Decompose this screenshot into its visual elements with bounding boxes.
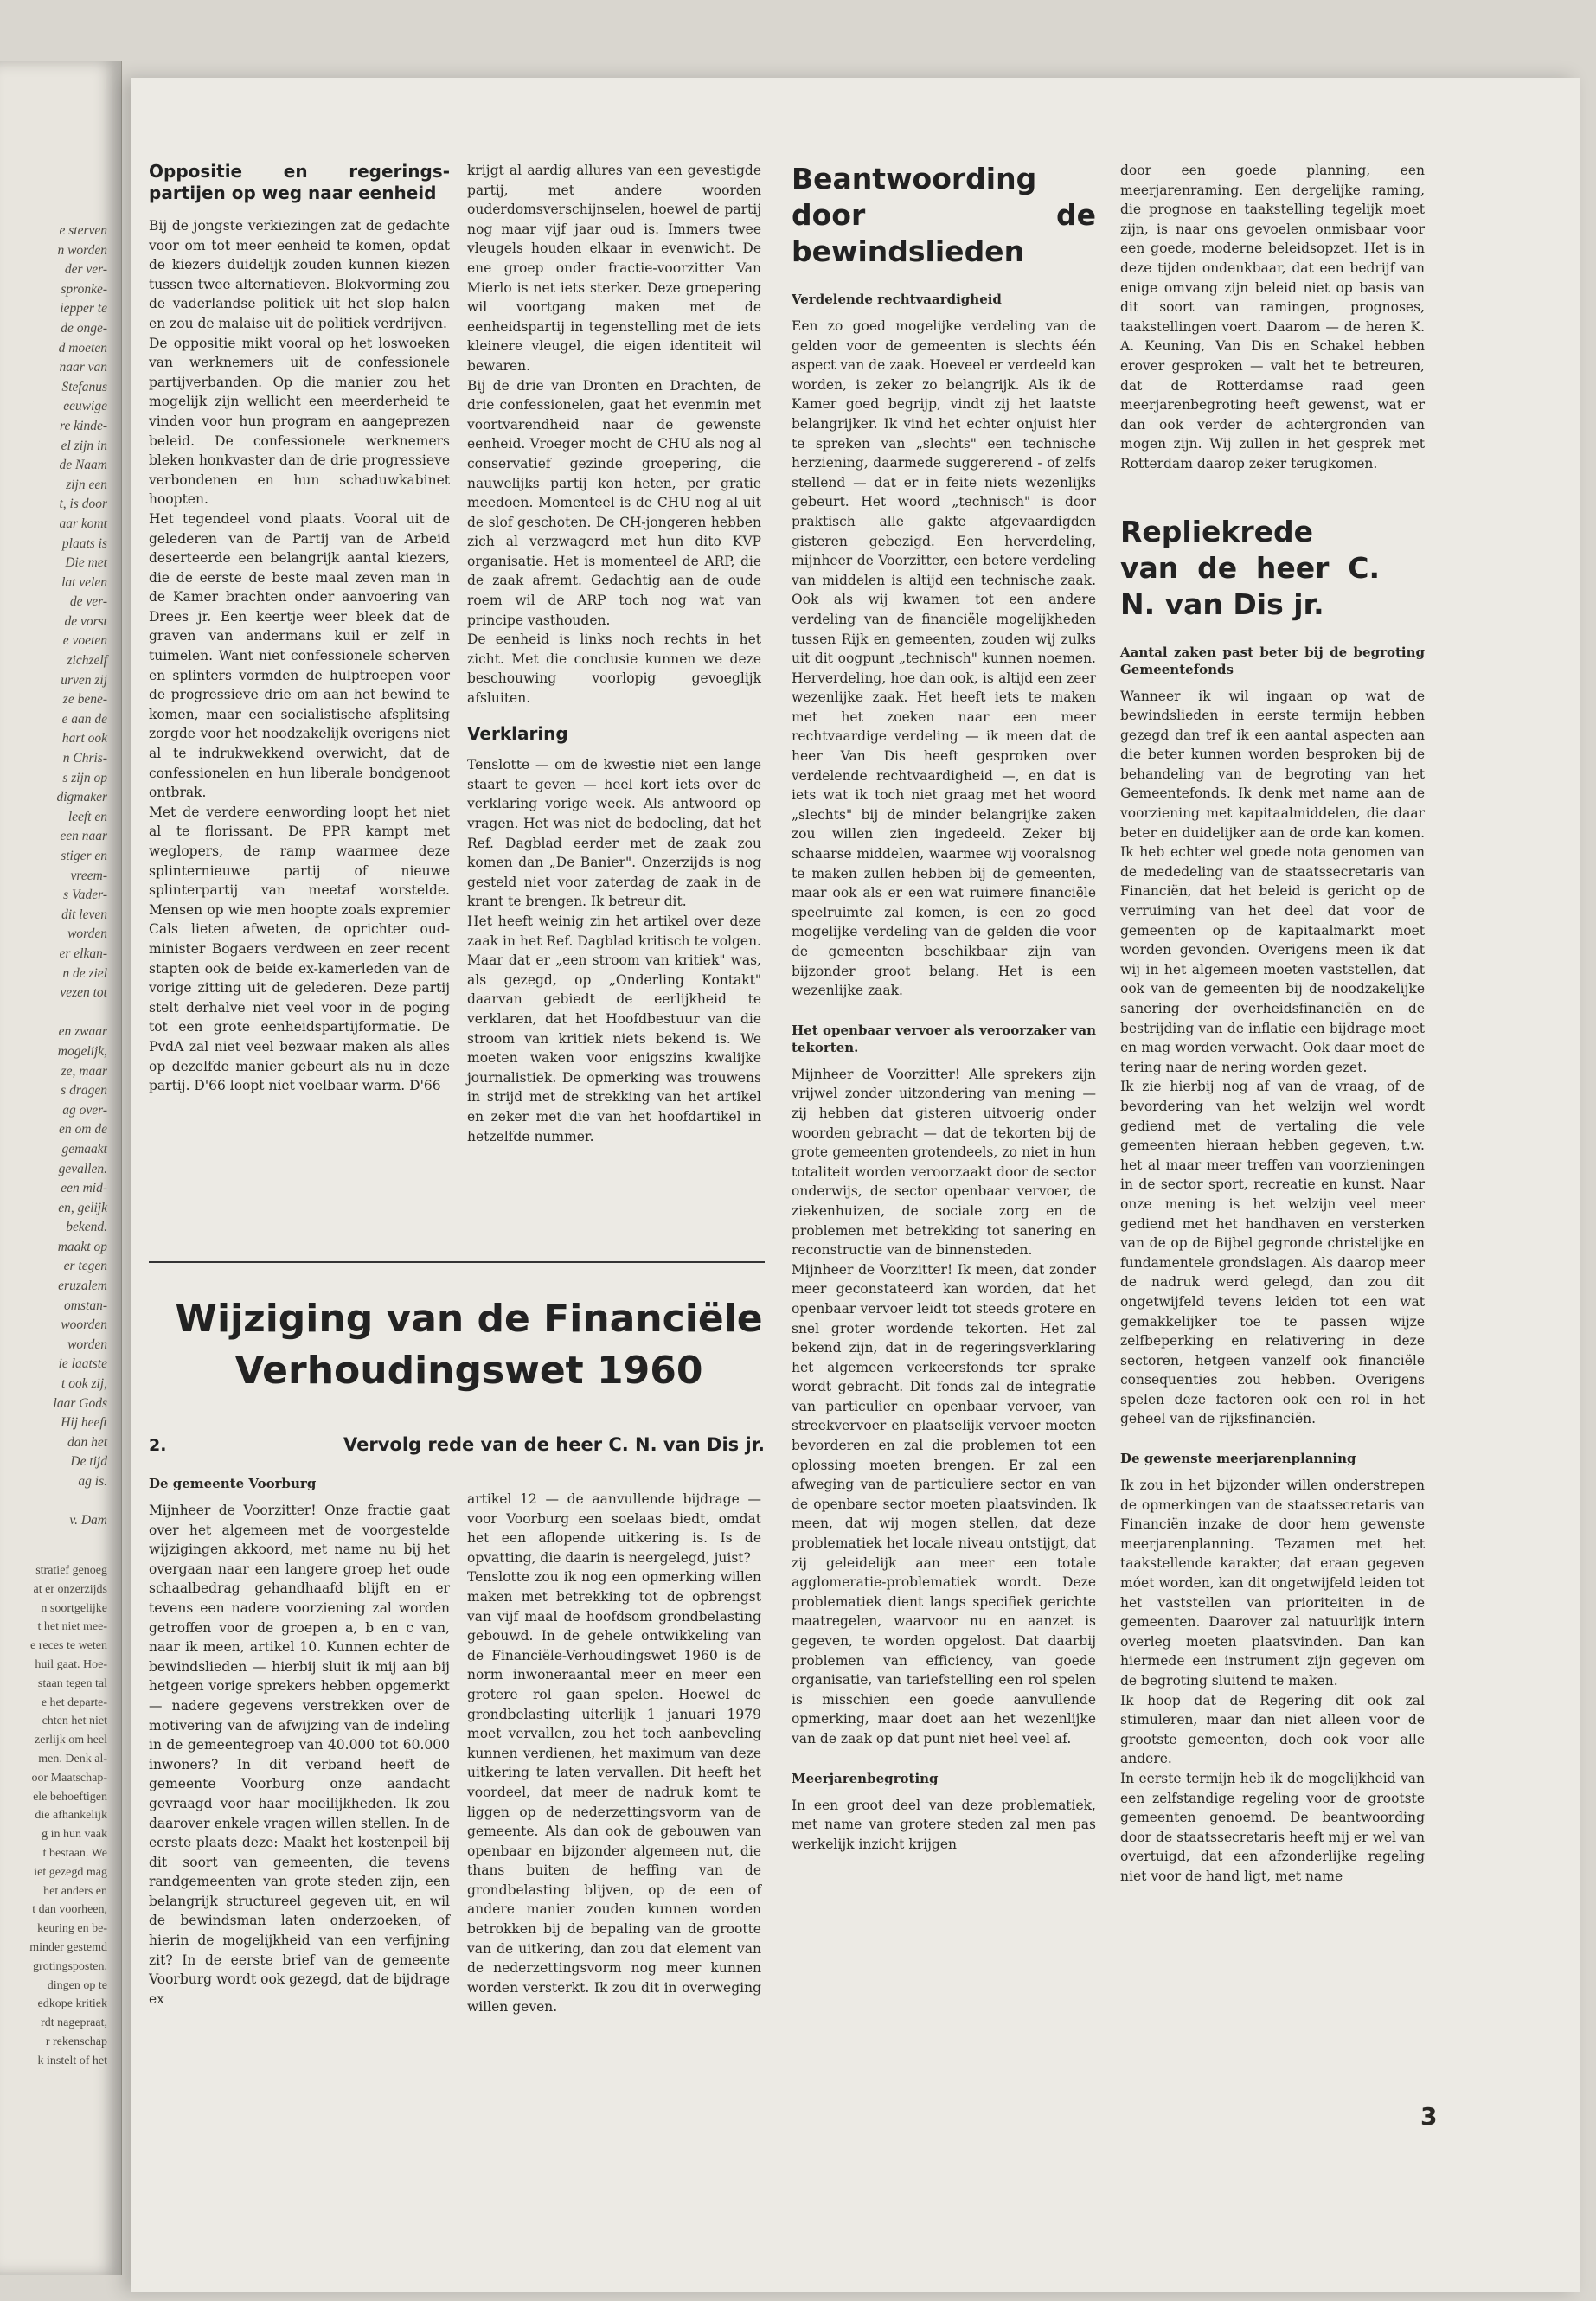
gutter-line: e het departe- [41, 1695, 107, 1709]
gutter-line: Die met [65, 555, 107, 571]
article-body: krijgt al aardig allures van een gevestigde partij, met andere woorden ouderdomsverschijnselen, hoewel de partij nog maar vijf jaar oud is. Immers twee vleugels houden elkaar in evenwicht. De ene groep onder fractie-voorzitter Van Mierlo is net iets sterker. Deze groepering wil voortgang maken met de eenheidspartij in tegenstelling met de iets kleinere vleugel, die eigen identiteit wil bewaren. Bij de drie van Dronten en Drachten, de drie confessionelen, gaat het evenmin met voortvarendheid naar de gewenste eenheid. Vroeger mocht de CHU als nog al conservatief gezinde groepering, die nauwelijks partij kon heten, per gratie meedoen. Momenteel is de CHU nog al uit de slof geschoten. De CH-jongeren hebben zich al verzwagerd met hun dito KVP organisatie. Het is momenteel de ARP, die de zaak afremt. Gedachtig aan de oude roem wil de ARP toch nog wat van principe vasthouden. De eenheid is links noch rechts in het zicht. Met die conclusie kunnen we deze beschouwing voorlopig gevoeglijk afsluiten. [467, 163, 761, 707]
subheading: Aantal zaken past beter bij de begroting Gemeentefonds [1120, 644, 1425, 677]
gutter-line: vezen tot [60, 985, 107, 1001]
gutter-line: n worden [57, 242, 107, 258]
gutter-line: s dragen [61, 1083, 107, 1099]
gutter-line: plaats is [61, 535, 107, 551]
newspaper-page [131, 78, 1580, 2292]
gutter-line: s zijn op [62, 770, 107, 785]
article-heading-repliekrede: Repliekrede van de heer C. N. van Dis jr. [1120, 514, 1380, 621]
gutter-line: stiger en [61, 849, 107, 863]
gutter-line: r rekenschap [45, 2035, 107, 2048]
subheading: De gewenste meerjarenplanning [1120, 1451, 1356, 1467]
gutter-line: men. Denk al- [38, 1752, 107, 1766]
gutter-line: die afhankelijk [35, 1809, 107, 1823]
gutter-line: lat velen [61, 574, 107, 590]
heading-line: Wijziging van de Financiële [175, 1297, 763, 1341]
gutter-line: er elkan- [59, 945, 107, 961]
gutter-line: n de ziel [62, 965, 107, 981]
gutter-line: vreem- [70, 868, 107, 883]
article-right-col [1120, 161, 1425, 1887]
article-body: door een goede planning, een meerjarenraming. Een dergelijke raming, die prognose en taakstelling tegelijk moet zijn, is naar ons gevoelen onmisbaar voor een goede, moderne beleidsopzet. Het is in deze tijden ondenkbaar, dat een bedrijf van enige omvang zijn beleid niet op basis van dit soort van ramingen, prognoses, taakstellingen voert. Daarom — de heren K. A. Keuning, Van Dis en Schakel hebben erover gesproken — valt het te betreuren, dat de Rotterdamse raad geen meerjarenbegroting heeft gewenst, wat er dan ook verder de achtergronden van mogen zijn. Wij zullen in het gesprek met Rotterdam daarop zeker terugkomen. [1120, 163, 1425, 471]
gutter-line: zichzelf [67, 653, 107, 669]
gutter-line: chten het niet [42, 1715, 107, 1728]
gutter-line: omstan- [64, 1298, 107, 1313]
gutter-line: de vorst [64, 613, 107, 629]
article-body: Mijnheer de Voorzitter! Alle sprekers zijn vrijwel zonder uitzondering van mening — zij hebben dat gisteren uitvoerig onder woorden gebracht — dat de tekorten bij de grote gemeenten grotendeels, zo niet in hun totaliteit worden veroorzaakt door de sector onderwijs, de sector openbaar vervoer, de ziekenhuizen, de sociale zorg en de problemen met betrekking tot sanering en reconstructie van de binnensteden. Mijnheer de Voorzitter! Ik meen, dat zonder meer geconstateerd kan worden, dat het openbaar vervoer leidt tot steeds grotere en snel groter wordende tekorten. Het zal bekend zijn, dat in de regeringsverklaring het algemeen verkeersfonds ter sprake wordt gebracht. Dit fonds zal de integratie van particulier en openbaar vervoer, van streekvervoer en plaatselijk vervoer moeten bevorderen en zal die problemen tot een oplossing moeten brengen. Er zal een afweging van de particuliere sector en van de openbare sector moeten plaatsvinden. Ik meen, dat wij mogen stellen, dat deze problematiek het locale niveau ontstijgt, dat zij geleidelijk aan meer een totale agglomeratie-problematiek wordt. Deze problematiek dient langs specifiek gerichte maatregelen, waarvoor nu en aanzet is gegeven, te worden opgelost. Dat daarbij problemen van efficiency, van goede organisatie, van tariefstelling een rol spelen is misschien een goede aanvullende opmerking, maar doet aan het wezenlijke van de zaak op dat punt niet heel veel af. [792, 1066, 1096, 1747]
gutter-line: huil gaat. Hoe- [35, 1657, 107, 1671]
gutter-line: het anders en [43, 1884, 107, 1898]
gutter-line: s Vader- [63, 888, 107, 903]
subheading: Het openbaar vervoer als veroorzaker van tekorten. [792, 1022, 1096, 1055]
gutter-line: stratief genoeg [35, 1564, 107, 1577]
gutter-line: e aan de [61, 711, 107, 727]
gutter-line: maakt op [57, 1239, 107, 1254]
heading-line: Verhoudingswet 1960 [234, 1349, 703, 1393]
gutter-line: worden [67, 926, 107, 942]
gutter-line: aar komt [59, 516, 107, 531]
gutter-line: el zijn in [61, 438, 107, 453]
subheading: Meerjarenbegroting [792, 1770, 939, 1786]
gutter-line: dan het [67, 1434, 107, 1450]
gutter-line: mogelijk, [57, 1043, 107, 1059]
gutter-line: en om de [59, 1122, 107, 1138]
article-body: Wanneer ik wil ingaan op wat de bewindslieden in eerste termijn hebben gezegd dan tref ik een aantal aspecten aan die beter kunnen worden besproken bij de behandeling van de begroting van het Gemeentefonds. Ik denk met name aan de voorziening met kapitaalmiddelen, die daar beter en duidelijker aan de orde kan komen. Ik heb echter wel goede nota genomen van de mededeling van de staatssecretaris van Financiën, dat het beleid is gericht op de verruiming van het deel dat voor de gemeenten op de kapitaalmarkt moet worden gevonden. Overigens meen ik dat wij in het algemeen moeten vaststellen, dat ook van de gemeenten bij de noodzakelijke sanering der overheidsfinanciën en de bestrijding van de inflatie een bijdrage moet en mag worden verwacht. Ook daar moet de tering naar de nering worden gezet. Ik zie hierbij nog af van de vraag, of de bevordering van het welzijn wel wordt gediend met de vertaling die vele gemeenten hieraan hebben gegeven, t.w. het al maar meer treffen van voorzieningen in de sector sport, recreatie en kunst. Naar onze mening is het welzijn veel meer gediend met het handhaven en versterken van de op de Bijbel gegronde christelijke en fundamentele grondslagen. Als daarop meer de nadruk werd gelegd, dan zou dit ongetwijfeld tevens leiden tot een wat gemakkelijker toe te passen wijze zelfbeperking en relativering in deze sectoren, hetgeen vanzelf ook financiële consequenties zou hebben. Overigens spelen deze factoren ook een rol in het geheel van de rijksfinanciën. [1120, 688, 1425, 1427]
subheading: Verdelende rechtvaardigheid [792, 292, 1002, 307]
gutter-line: ag over- [62, 1102, 107, 1118]
facing-page-gutter [0, 61, 122, 2275]
gutter-line: gevallen. [58, 1161, 107, 1176]
divider-rule [149, 1261, 765, 1263]
gutter-line: ze bene- [62, 692, 107, 708]
gutter-line: urven zij [61, 672, 107, 688]
gutter-line: iepper te [60, 301, 107, 317]
gutter-text-block-2 [29, 1561, 121, 2071]
article-body: Mijnheer de Voorzitter! Onze fractie gaat over het algemeen met de voorgestelde wijzigingen akkoord, met name nu bij het overgaan naar een langere groep het oude schaalbedrag gehandhaafd blijft en er tevens een nadere voorziening zal worden getroffen voor de groepen a, b en c van, naar ik meen, artikel 10. Kunnen echter de bewindslieden — hierbij sluit ik mij aan bij hetgeen vorige sprekers hebben opgemerkt — nadere gegevens verstrekken over de motivering van de afwijzing van de indeling in de gemeentegroep van 40.000 tot 60.000 inwoners? In dit verband heeft de gemeente Voorburg onze aandacht gevraagd voor haar moeilijkheden. Ik zou daarover enkele vragen willen stellen. In de eerste plaats deze: Maakt het kostenpeil bij dit soort van gemeenten, die tevens randgemeenten van grote steden zijn, een belangrijk structureel gegeven uit, en wil de bewindsman laten onderzoeken, of hierin de mogelijkheid van een verfijning zit? In de eerste brief van de gemeente Voorburg wordt ook gezegd, dat de bijdrage ex [149, 1503, 450, 2007]
gutter-line [54, 1003, 107, 1023]
gutter-line [54, 1492, 107, 1512]
gutter-text-block-1 [54, 221, 121, 1531]
gutter-line: ie laatste [58, 1356, 107, 1372]
gutter-line: eruzalem [58, 1279, 107, 1294]
gutter-line: en zwaar [58, 1024, 107, 1040]
gutter-line: staan tegen tal [37, 1676, 107, 1690]
gutter-line: ele behoeftigen [33, 1790, 107, 1804]
gutter-line: een naar [60, 829, 107, 844]
gutter-line: een mid- [61, 1181, 107, 1196]
subheading: De gemeente Voorburg [149, 1476, 317, 1491]
article-body: Een zo goed mogelijke verdeling van de gelden voor de gemeenten is slechts één aspect van de zaak. Hoeveel er verdeeld kan worden, is zeker zo belangrijk. Als ik de Kamer goed begrijp, vindt zij het laatste belangrijker. Ik vind het echter onjuist hier te spreken van „slechts" een technische herziening, daarmede suggererend - of zelfs stellend — dat er in feite niets wezenlijks gebeurt. Het woord „technisch" is door praktisch alle gakte afgevaardigden gisteren gebezigd. Een herverdeling, mijnheer de Voorzitter, een betere verdeling van middelen is altijd een technische zaak. Ook als wij kwamen tot een andere verdeling van de financiële mogelijkheden tussen Rijk en gemeenten, zouden wij zulks uit dit oogpunt „technisch" kunnen noemen. Herverdeling, hoe dan ook, is altijd een zeer wezenlijke zaak. Het heeft iets te maken met het zoeken naar een meer rechtvaardige verdeling — ik meen dat de heer Van Dis heeft gesproken over verdelende rechtvaardigheid —, en dat is iets wat ik toch niet graag met het woord „slechts" bij de minder belangrijke zaken zou willen zien ingedeeld. Zeker bij schaarse middelen, waarmee wij vooralsnog te maken zullen hebben bij de gemeenten, maar ook als er een wat ruimere financiële speelruimte zal komen, is een zo goed mogelijke verdeling van de gelden die voor de gemeenten beschikbaar zijn van bijzonder groot belang. Het is een wezenlijke zaak. [792, 318, 1096, 999]
article-beantwoording-col [792, 161, 1096, 1854]
gutter-line: re kinde- [60, 418, 107, 433]
article-wijziging-col2 [467, 1490, 761, 2017]
page-number: 3 [1420, 2102, 1438, 2131]
gutter-line: leeft en [67, 809, 107, 824]
gutter-line: oor Maatschap- [31, 1771, 107, 1785]
gutter-line: de onge- [61, 320, 107, 336]
gutter-line: zerlijk om heel [35, 1734, 107, 1747]
gutter-line: zijn een [66, 477, 107, 492]
gutter-line: n Chris- [62, 751, 107, 766]
gutter-line: worden [67, 1336, 107, 1352]
gutter-line: naar van [59, 360, 107, 375]
gutter-line: gemaakt [61, 1141, 107, 1157]
article-heading-oppositie: Oppositie en regerings-partijen op weg naar eenheid [149, 161, 450, 203]
gutter-line: er tegen [63, 1259, 107, 1274]
article-heading-wijziging [175, 1293, 763, 1397]
gutter-line: De tijd [70, 1454, 107, 1470]
gutter-line: spronke- [61, 281, 107, 297]
gutter-line: t dan voorheen, [32, 1903, 107, 1917]
gutter-line: iet gezegd mag [34, 1865, 107, 1879]
gutter-line: ag is. [78, 1474, 107, 1489]
gutter-line: Hij heeft [61, 1415, 107, 1431]
gutter-line: e voeten [62, 633, 107, 649]
gutter-line: en, gelijk [58, 1200, 107, 1215]
gutter-line: Stefanus [61, 379, 107, 394]
article-body: Tenslotte — om de kwestie niet een lange staart te geven — heel kort iets over de verklaring vorige week. Als antwoord op vragen. Het was niet de bedoeling, dat het Ref. Dagblad eerder met de zaak zou komen dan „De Banier". Onzerzijds is nog gesteld niet voor zaterdag de zaak in de krant te brengen. Ik betreur dit. Het heeft weinig zin het artikel over deze zaak in het Ref. Dagblad kritisch te volgen. Maar dat er „een stroom van kritiek" was, als gezegd, op „Onderling Kontakt" daarvan gebiedt de eerlijkheid te verklaren, dat het Hoofdbestuur van die stroom van kritiek niets bekend is. We moeten waken voor enigszins kwalijke journalistiek. De opmerking was trouwens in strijd met de strekking van het artikel en zeker met die van het hoofdartikel in hetzelfde nummer. [467, 757, 761, 1144]
gutter-line: e sterven [59, 223, 107, 238]
article-body: Ik zou in het bijzonder willen onderstrepen de opmerkingen van de staatssecretaris van Financiën inzake de door hem gewenste meerjarenplanning. Tezamen met het taakstellende karakter, dat eraan gegeven móet worden, kan dit ongetwijfeld leiden tot het vaststellen van prioriteiten in de gemeenten. Daarover zal natuurlijk intern overleg moeten plaatsvinden. Dan kan hiermede een instrument zijn gegeven om de begroting sluitend te maken. Ik hoop dat de Regering dit ook zal stimuleren, maar dan niet alleen voor de grootste gemeenten, doch ook voor alle andere. In eerste termijn heb ik de mogelijkheid van een zelfstandige regeling voor de grootste gemeenten genoemd. De beantwoording door de staatssecretaris heeft mij er wel van overtuigd, dat een afzonderlijke regeling niet voor de hand ligt, met name [1120, 1477, 1425, 1884]
gutter-line: t het niet mee- [37, 1620, 107, 1634]
gutter-line: bekend. [66, 1220, 107, 1235]
gutter-line: v. Dam [69, 1513, 107, 1529]
article-body: In een groot deel van deze problematiek, met name van grotere steden zal men pas werkelijk inzicht krijgen [792, 1797, 1096, 1852]
gutter-line: grotingsposten. [33, 1959, 107, 1973]
gutter-line: dit leven [61, 907, 107, 922]
gutter-line: n soortgelijke [41, 1601, 107, 1615]
gutter-line: at er onzerzijds [33, 1582, 107, 1596]
article-body: Bij de jongste verkiezingen zat de gedachte voor om tot meer eenheid te komen, opdat de kiezers duidelijk zouden kunnen kiezen tussen twee alternatieven. Blokvorming zou de vaderlandse politiek uit het slop halen en zou de malaise uit de politiek verdrijven. De oppositie mikt vooral op het loswoeken van werknemers uit de confessionele partijverbanden. Op die manier zou het mogelijk zijn wellicht een meerderheid te vinden voor hun program en aangeprezen beleid. De confessionele werknemers bleken honkvaster dan de drie progressieve verbondenen en hun schaduwkabinet hoopten. Het tegendeel vond plaats. Vooral uit de gelederen van de Partij van de Arbeid deserteerde een belangrijk aantal kiezers, die de eerste de beste maal zeven man in de Kamer brachten onder aanvoering van Drees jr. Een keertje weer bleek dat de graven van andermans kuil er zelf in tuimelen. Want niet confessionele scherven en splinters vormden de hulptroepen voor de progressieve drie om aan het bewind te komen, maar een socialistische afsplitsing zorgde voor het noodzakelijk overigens niet al te indrukwekkend overwicht, dat de confessionelen en hun liberale bondgenoot ontbrak. Met de verdere eenwording loopt het niet al te florissant. De PPR kampt met weglopers, de ramp waarmee deze splinternieuwe partij of nieuwe splinterpartij van meetaf worstelde. Mensen op wie men hoopte zoals expremier Cals lieten afweten, de oprichter oud-minister Bogaers verdween en zeer recent stapten ook de beide ex-kamerleden van de vorige zitting uit de gelederen. Deze partij stelt derhalve niet veel voor in de poging tot een grote eenheidspartijformatie. De PvdA zal niet veel bezwaar maken als alles op dezelfde manier gebeurt als nu in deze partij. D'66 loopt niet voelbaar warm. D'66 [149, 218, 450, 1094]
gutter-line: eeuwige [63, 399, 107, 414]
gutter-line: digmaker [56, 790, 107, 805]
gutter-line: dingen op te [47, 1978, 107, 1992]
gutter-line: laar Gods [53, 1395, 107, 1411]
article-subtitle: Vervolg rede van de heer C. N. van Dis jr. [343, 1434, 766, 1455]
gutter-line: der ver- [64, 262, 107, 278]
gutter-line: d moeten [58, 340, 107, 356]
article-wijziging-col1 [149, 1475, 450, 2009]
article-heading-beantwoording: Beantwoording door de bewindslieden [792, 162, 1096, 268]
gutter-line: keuring en be- [37, 1922, 107, 1936]
gutter-line: minder gestemd [29, 1940, 107, 1954]
section-heading-verklaring: Verklaring [467, 722, 568, 744]
article-oppositie-col1 [149, 161, 450, 1096]
gutter-line: t bestaan. We [42, 1846, 107, 1860]
gutter-line: t ook zij, [61, 1376, 107, 1392]
gutter-line: ze, maar [61, 1063, 107, 1079]
gutter-line: edkope kritiek [37, 1997, 107, 2011]
gutter-line: t, is door [59, 497, 107, 512]
gutter-line: g in hun vaak [42, 1828, 107, 1842]
gutter-line: woorden [61, 1317, 107, 1333]
gutter-line: rdt nagepraat, [41, 2016, 107, 2030]
gutter-line: de Naam [59, 458, 107, 473]
gutter-line: k instelt of het [37, 2054, 107, 2067]
article-oppositie-col2 [467, 161, 761, 1146]
article-body: artikel 12 — de aanvullende bijdrage — voor Voorburg een soelaas biedt, omdat het een aflopende uitkering is. Is de opvatting, die daarin is neergelegd, juist? Tenslotte zou ik nog een opmerking willen maken met betrekking tot de opbrengst van vijf maal de hoofdsom grondbelasting gebouwd. In de gehele ontwikkeling van de Financiële-Verhoudingswet 1960 is de norm inwoneraantal meer en meer een grotere rol gaan spelen. Hoewel de grondbelasting uiterlijk 1 januari 1979 moet vervallen, zou het toch aanbeveling kunnen verdienen, het maximum van deze uitkering te laten vervallen. Dit heeft het voordeel, dat meer de nadruk komt te liggen op de nederzettingsvorm van de gemeente. Als dan ook de gebouwen van openbaar en bijzonder algemeen nut, die thans buiten de heffing van de grondbelasting blijven, op de een of andere manier zouden kunnen worden betrokken bij de bepaling van de grootte van de uitkering, dan zou dat element van de nederzettingsvorm nog meer kunnen worden versterkt. Ik zou dit in overweging willen geven. [467, 1491, 761, 2016]
gutter-line: de ver- [69, 594, 107, 610]
gutter-line: hart ook [61, 731, 107, 747]
gutter-line: e reces te weten [30, 1639, 107, 1653]
article-number: 2. [149, 1436, 167, 1455]
